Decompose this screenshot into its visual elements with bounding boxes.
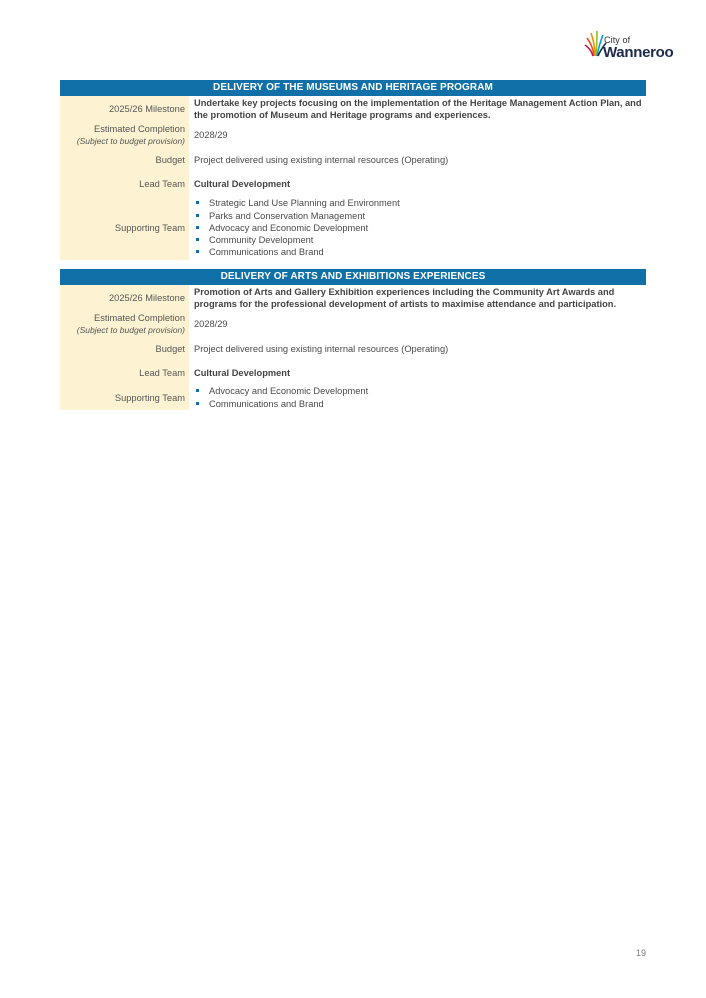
logo-city-of: City of	[604, 35, 631, 45]
completion-value: 2028/29	[194, 319, 228, 329]
completion-label: Estimated Completion (Subject to budget provision)	[60, 311, 189, 337]
lead-team-row	[60, 361, 646, 385]
budget-value: Project delivered using existing internal resources (Operating)	[194, 155, 449, 165]
section-title: DELIVERY OF ARTS AND EXHIBITIONS EXPERIENCES	[60, 269, 646, 285]
lead-team-label: Lead Team	[60, 172, 189, 196]
budget-label: Budget	[60, 337, 189, 361]
milestone-text: Promotion of Arts and Gallery Exhibition experiences including the Community Art Awards and programs for the professional development of artists to maximise attendance and participation.	[194, 287, 617, 309]
bullet-icon	[196, 214, 199, 217]
bullet-icon	[196, 402, 199, 405]
list-item: Communications and Brand	[194, 246, 646, 258]
completion-sub-label: (Subject to budget provision)	[76, 325, 185, 335]
section-museums-heritage	[60, 80, 646, 260]
list-item: Strategic Land Use Planning and Environment	[194, 197, 646, 209]
supporting-team-list-wrap	[189, 385, 646, 410]
section-title: DELIVERY OF THE MUSEUMS AND HERITAGE PROGRAM	[60, 80, 646, 96]
supporting-team-row	[60, 385, 646, 410]
lead-team-value: Cultural Development	[194, 368, 291, 378]
lead-team-row	[60, 172, 646, 196]
section-arts-exhibitions	[60, 269, 646, 410]
budget-row	[60, 337, 646, 361]
completion-row	[60, 122, 646, 148]
list-item: Advocacy and Economic Development	[194, 222, 646, 234]
milestone-row	[60, 96, 646, 122]
supporting-team-list	[194, 197, 646, 258]
completion-value: 2028/29	[194, 130, 228, 140]
bullet-icon	[196, 201, 199, 204]
list-item: Advocacy and Economic Development	[194, 385, 646, 397]
completion-sub-label: (Subject to budget provision)	[76, 136, 185, 146]
supporting-team-list	[194, 385, 646, 409]
milestone-label: 2025/26 Milestone	[60, 96, 189, 122]
lead-team-label: Lead Team	[60, 361, 189, 385]
budget-value: Project delivered using existing internal resources (Operating)	[194, 344, 449, 354]
page-number: 19	[636, 948, 647, 958]
supporting-team-row	[60, 196, 646, 260]
city-of-wanneroo-logo	[584, 28, 674, 62]
supporting-team-label: Supporting Team	[60, 385, 189, 410]
milestone-label: 2025/26 Milestone	[60, 285, 189, 311]
milestone-row	[60, 285, 646, 311]
milestone-text: Undertake key projects focusing on the implementation of the Heritage Management Action Plan, and the promotion of Museum and Heritage programs and experiences.	[194, 98, 642, 120]
budget-row	[60, 148, 646, 172]
list-item: Communications and Brand	[194, 398, 646, 410]
list-item: Community Development	[194, 234, 646, 246]
completion-label: Estimated Completion (Subject to budget provision)	[60, 122, 189, 148]
completion-row	[60, 311, 646, 337]
bullet-icon	[196, 238, 199, 241]
bullet-icon	[196, 250, 199, 253]
lead-team-value: Cultural Development	[194, 179, 291, 189]
budget-label: Budget	[60, 148, 189, 172]
supporting-team-list-wrap	[189, 196, 646, 260]
bullet-icon	[196, 226, 199, 229]
list-item: Parks and Conservation Management	[194, 210, 646, 222]
bullet-icon	[196, 389, 199, 392]
logo-wanneroo: Wanneroo	[603, 44, 674, 61]
supporting-team-label: Supporting Team	[60, 196, 189, 260]
